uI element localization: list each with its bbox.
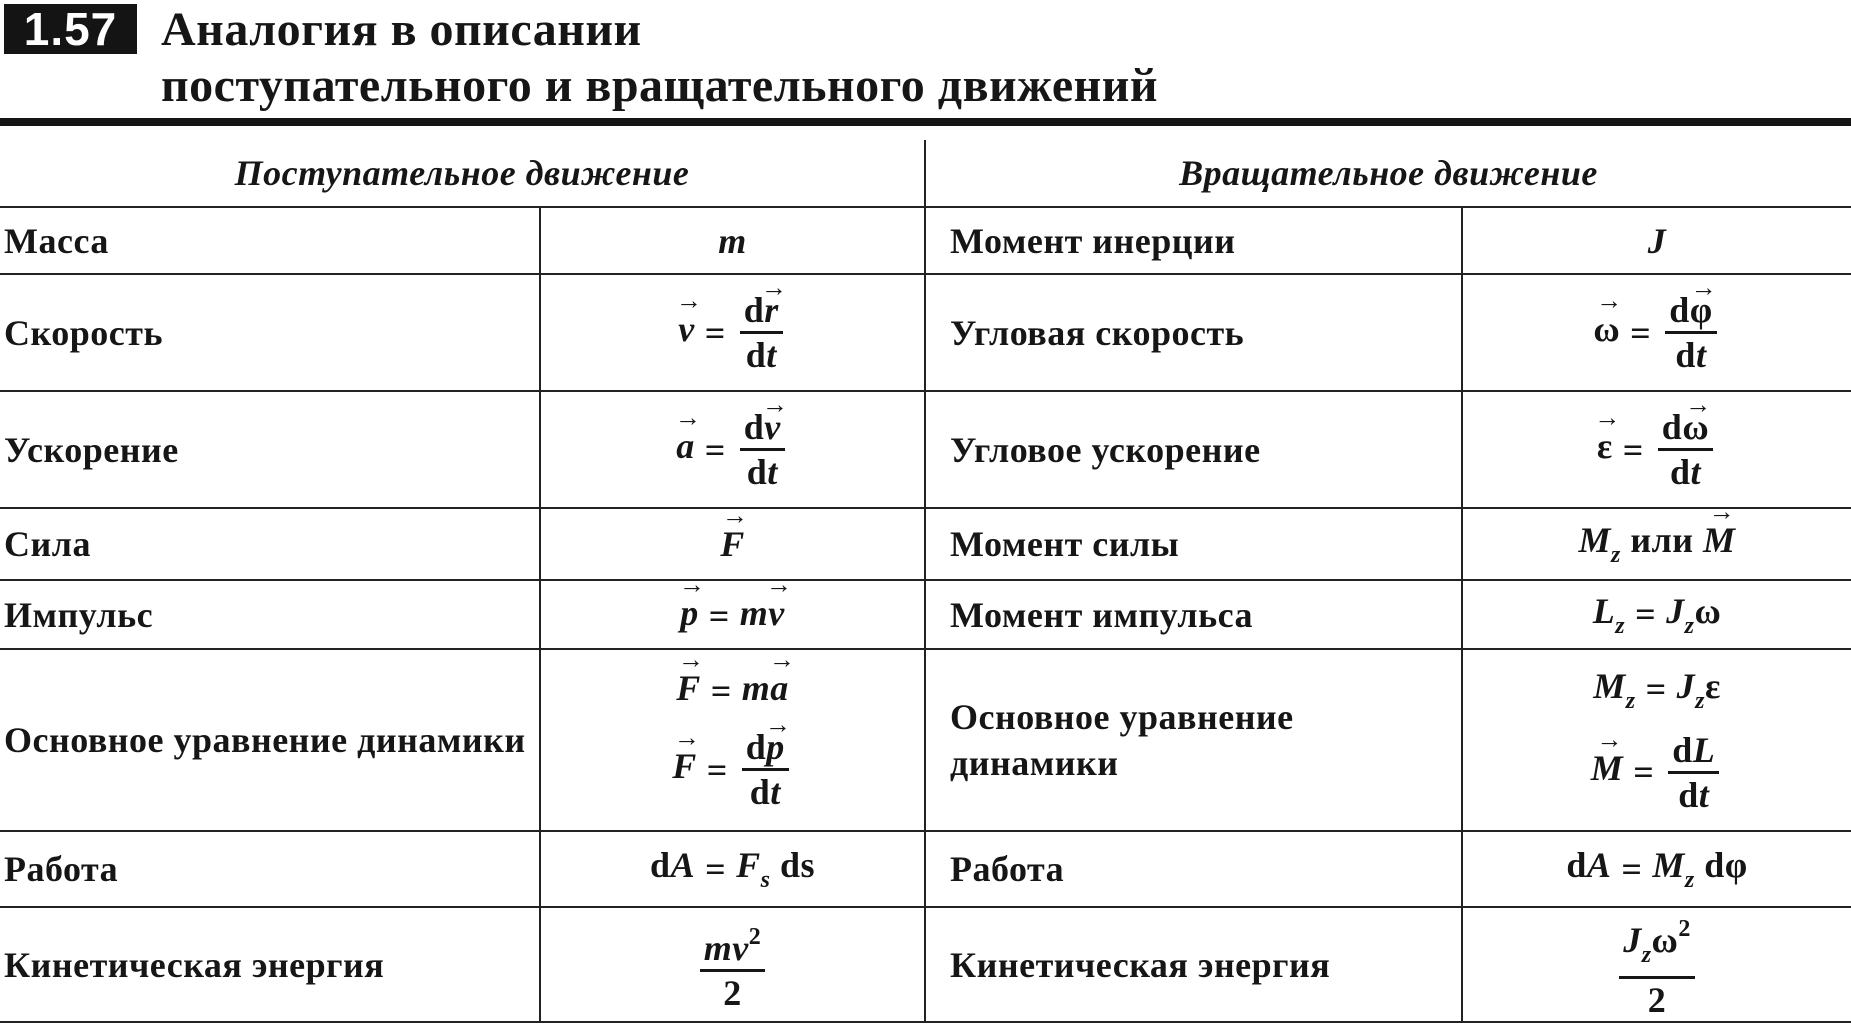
formula-rotational-kinetic-energy: $\frac{J_z\omega^2}{2}$ — [1462, 907, 1851, 1022]
formula-rotational-work: dA = $M_z$ dφ — [1462, 831, 1851, 907]
row-label-mass: Масса — [0, 207, 540, 274]
title-divider — [0, 118, 1851, 126]
column-header-translational: Поступательное движение — [0, 140, 925, 207]
section-number-badge: 1.57 — [4, 4, 137, 54]
row-label-rotational-dynamics: Основное уравнение динамики — [925, 649, 1462, 831]
table-row — [0, 508, 1851, 580]
row-label-rotational-kinetic-energy: Кинетическая энергия — [925, 907, 1462, 1022]
formula-inertia: J — [1462, 207, 1851, 274]
title-line-2: поступательного и вращательного движений — [161, 59, 1159, 112]
page-title — [161, 2, 1158, 114]
row-label-inertia: Момент инерции — [925, 207, 1462, 274]
row-label-momentum: Импульс — [0, 580, 540, 649]
table-row — [0, 580, 1851, 649]
formula-torque-inertia: $M_z = J_z\varepsilon$ — [1593, 665, 1721, 714]
row-label-force: Сила — [0, 508, 540, 580]
table-row — [0, 907, 1851, 1022]
formula-angular-velocity: → ω = $\frac{d\to \varphi}{dt}$ — [1462, 274, 1851, 391]
row-label-kinetic-energy: Кинетическая энергия — [0, 907, 540, 1022]
row-label-work: Работа — [0, 831, 540, 907]
row-label-dynamics: Основное уравнение динамики — [0, 649, 540, 831]
formula-rotational-dynamics — [1462, 649, 1851, 831]
analogy-table — [0, 140, 1851, 1023]
formula-dynamics — [540, 649, 925, 831]
formula-angular-momentum: $L_z = J_z\omega$ — [1462, 580, 1851, 649]
table-row — [0, 391, 1851, 508]
table-row — [0, 274, 1851, 391]
formula-torque-angular-momentum: → M = $\frac{dL}{dt}$ — [1591, 729, 1724, 816]
formula-work: dA = $F_s$ ds — [540, 831, 925, 907]
table-row — [0, 207, 1851, 274]
table-header-row — [0, 140, 1851, 207]
formula-force: → F — [540, 508, 925, 580]
table-row — [0, 831, 1851, 907]
column-header-rotational: Вращательное движение — [925, 140, 1851, 207]
formula-velocity: → v = $\frac{d\to r}{dt}$ — [540, 274, 925, 391]
row-label-angular-momentum: Момент импульса — [925, 580, 1462, 649]
formula-mass: m — [540, 207, 925, 274]
row-label-rotational-work: Работа — [925, 831, 1462, 907]
formula-force-momentum: → F = $\frac{d\to p}{dt}$ — [672, 726, 793, 813]
table-row — [0, 649, 1851, 831]
row-label-angular-acceleration: Угловое ускорение — [925, 391, 1462, 508]
formula-newton-second-law: → F = m→ a — [676, 667, 789, 713]
formula-acceleration: → a = $\frac{d\to v}{dt}$ — [540, 391, 925, 508]
formula-angular-acceleration: → ε = $\frac{d\to \omega}{dt}$ — [1462, 391, 1851, 508]
formula-kinetic-energy: $\frac{mv^2}{2}$ — [540, 907, 925, 1022]
formula-momentum: → p = m→ v — [540, 580, 925, 649]
formula-torque: $M_z$ или → M — [1462, 508, 1851, 580]
row-label-angular-velocity: Угловая скорость — [925, 274, 1462, 391]
title-line-1: Аналогия в описании — [161, 3, 642, 56]
row-label-torque: Момент силы — [925, 508, 1462, 580]
row-label-velocity: Скорость — [0, 274, 540, 391]
row-label-acceleration: Ускорение — [0, 391, 540, 508]
